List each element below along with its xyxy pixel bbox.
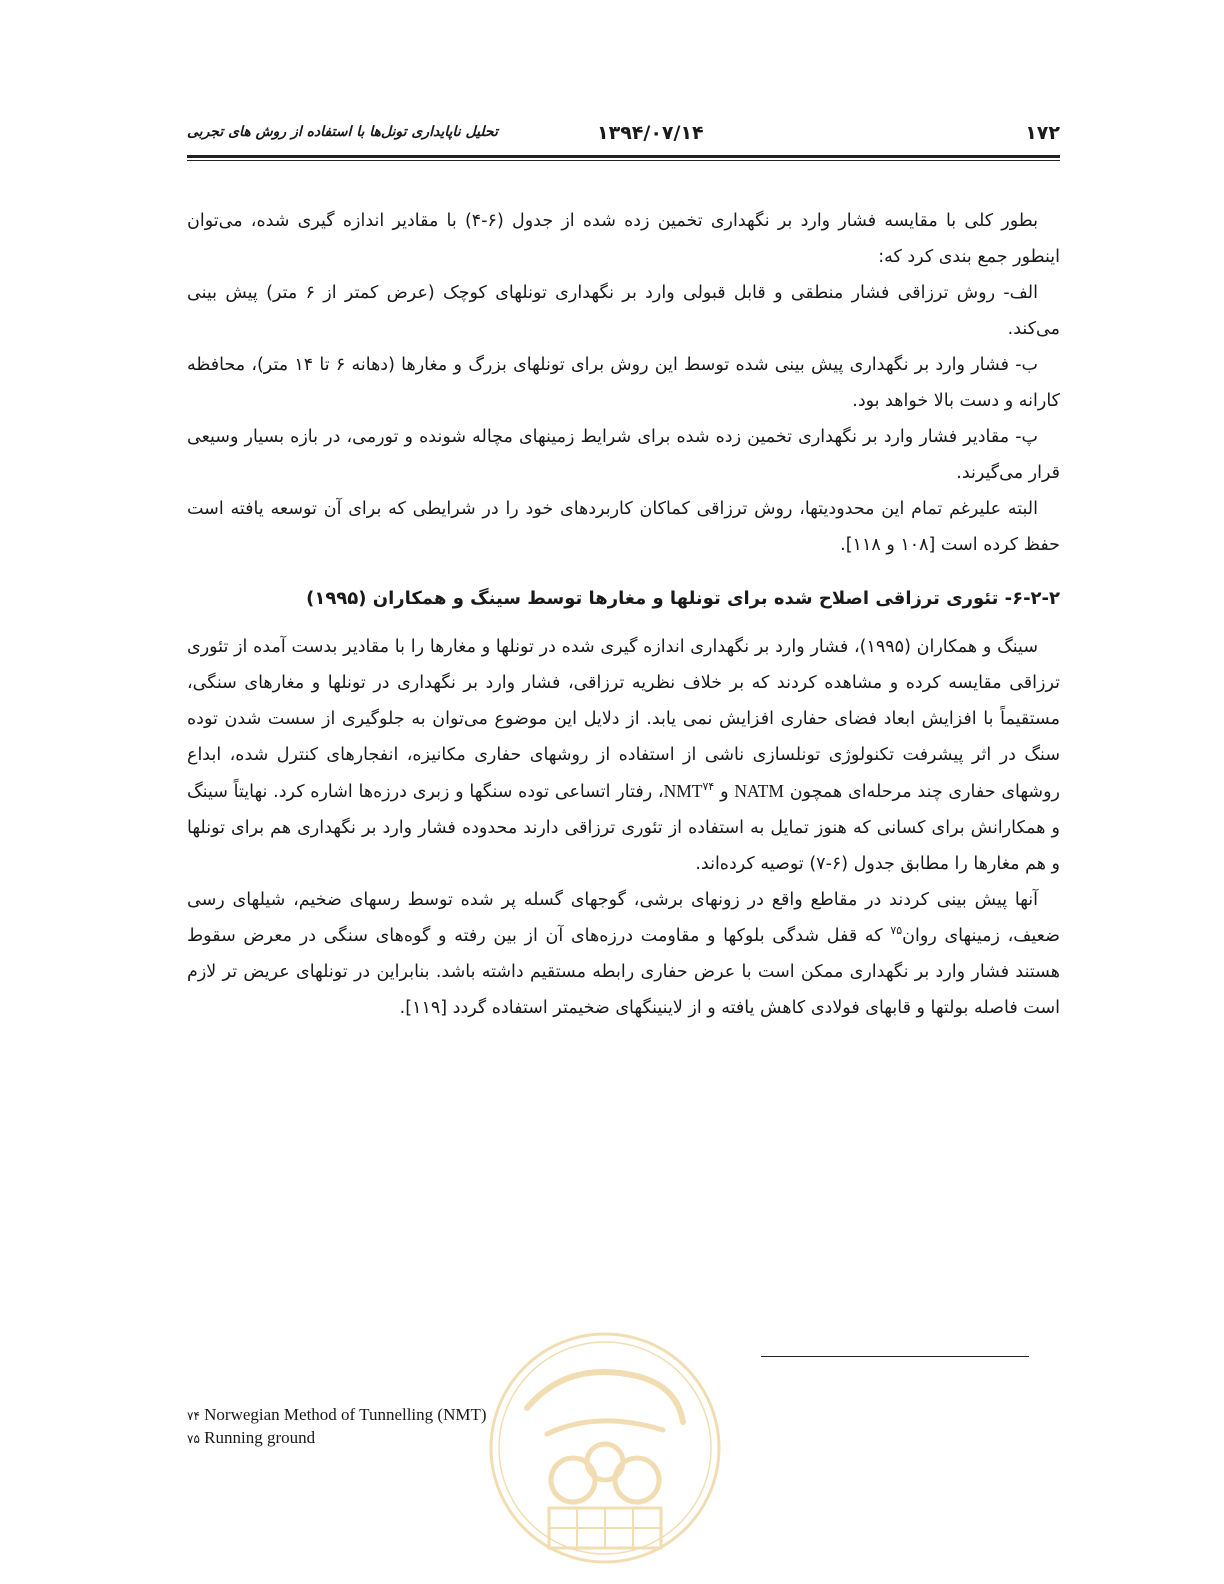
footnote-74: [187, 1404, 487, 1427]
footnote-number: ۷۴: [187, 1409, 200, 1423]
paragraph-singh-part1: سینگ و همکاران (۱۹۹۵)، فشار وارد بر نگهداری اندازه گیری شده در تونلها و مغارها را با مقادیر بدست آمده از تئوری ترزاقی مقایسه کرده و مشاهده کردند که بر خلاف نظریه ترزاقی، فشار وارد بر نگهداری در تونلها و مغارهای سنگی، مستقیماً با افزایش ابعاد فضای حفاری افزایش نمی یابد. از دلایل این موضوع می‌توان به جلوگیری از سست شدن توده سنگ در اثر پیشرفت تکنولوژی تونلسازی ناشی از استفاده از روشهای حفاری مکانیزه، انفجارهای کنترل شده، ابداع روشهای حفاری چند مرحله‌ای همچون: [187, 637, 1060, 802]
natm-term: NATM: [734, 781, 784, 801]
paragraph-singh-part2: ، رفتار اتساعی توده سنگها و زبری درزه‌ها اشاره کرد. نهایتاً سینگ و همکارانش برای کسانی که هنوز تمایل به استفاده از تئوری ترزاقی دارند محدوده فشار وارد بر نگهداری هم برای تونلها و هم مغارها را مطابق جدول (۶-۷) توصیه کرده‌اند.: [187, 782, 1060, 874]
header-title: تحلیل ناپایداری تونل‌ها با استفاده از روش های تجربی: [187, 124, 498, 140]
conjunction: و: [720, 782, 729, 802]
footnote-ref-75: ۷۵: [890, 924, 903, 938]
paragraph-shear-zones: [187, 882, 1060, 1026]
footnote-ref-74: ۷۴: [702, 780, 715, 794]
paragraph-item-alef: الف- روش ترزاقی فشار منطقی و قابل قبولی وارد بر نگهداری تونلهای کوچک (عرض کمتر از ۶ متر) پیش بینی می‌کند.: [187, 283, 1060, 339]
footnote-text: Norwegian Method of Tunnelling (NMT): [204, 1405, 487, 1424]
running-header: [187, 118, 1060, 148]
footnote-text: Running ground: [204, 1428, 316, 1447]
header-rule-thin: [187, 160, 1060, 161]
page-body: [187, 203, 1060, 1026]
nmt-term: NMT: [663, 781, 703, 801]
stamp-graphic: [487, 1330, 723, 1566]
paragraph-shear-part1: آنها پیش بینی کردند در مقاطع واقع در زونهای برشی، گوجهای گسله پر شده توسط رسهای ضخیم، شیلهای رسی ضعیف، زمینهای روان: [187, 890, 1060, 946]
header-date: ۱۳۹۴/۰۷/۱۴: [597, 122, 704, 144]
paragraph-singh: [187, 629, 1060, 882]
header-rule-thick: [187, 155, 1060, 158]
paragraph-shear-part2: که قفل شدگی بلوکها و مقاومت درزه‌های آن از بین رفته و گوه‌های سنگی در معرض سقوط هستند فشار وارد بر نگهداری ممکن است با عرض حفاری رابطه مستقیم داشته باشد. بنابراین در تونلهای عریض تر لازم است فاصله بولتها و قابهای فولادی کاهش یافته و از لاینینگهای ضخیمتر استفاده گردد [۱۱۹].: [187, 926, 1060, 1018]
publisher-stamp-logo: [487, 1330, 723, 1566]
page-number: ۱۷۲: [1025, 122, 1060, 144]
footnote-rule: [761, 1356, 1029, 1357]
footnote-number: ۷۵: [187, 1432, 200, 1446]
paragraph-item-pe: پ- مقادیر فشار وارد بر نگهداری تخمین زده شده برای شرایط زمینهای مچاله شونده و تورمی، در بازه بسیار وسیعی قرار می‌گیرند.: [187, 427, 1060, 483]
paragraph-limitations: البته علیرغم تمام این محدودیتها، روش ترزاقی کماکان کاربردهای خود را در شرایطی که برای آن توسعه یافته است حفظ کرده است [۱۰۸ و ۱۱۸].: [187, 499, 1060, 555]
section-heading: ۶-۲-۲- تئوری ترزاقی اصلاح شده برای تونلها و مغارها توسط سینگ و همکاران (۱۹۹۵): [306, 588, 1060, 609]
footnotes: [187, 1404, 487, 1450]
paragraph-item-be: ب- فشار وارد بر نگهداری پیش بینی شده توسط این روش برای تونلهای بزرگ و مغارها (دهانه ۶ تا ۱۴ متر)، محافظه کارانه و دست بالا خواهد بود.: [187, 355, 1060, 411]
footnote-75: [187, 1427, 487, 1450]
paragraph-summary: بطور کلی با مقایسه فشار وارد بر نگهداری تخمین زده شده از جدول (۶-۴) با مقادیر اندازه گیری شده، می‌توان اینطور جمع بندی کرد که:: [187, 211, 1060, 267]
